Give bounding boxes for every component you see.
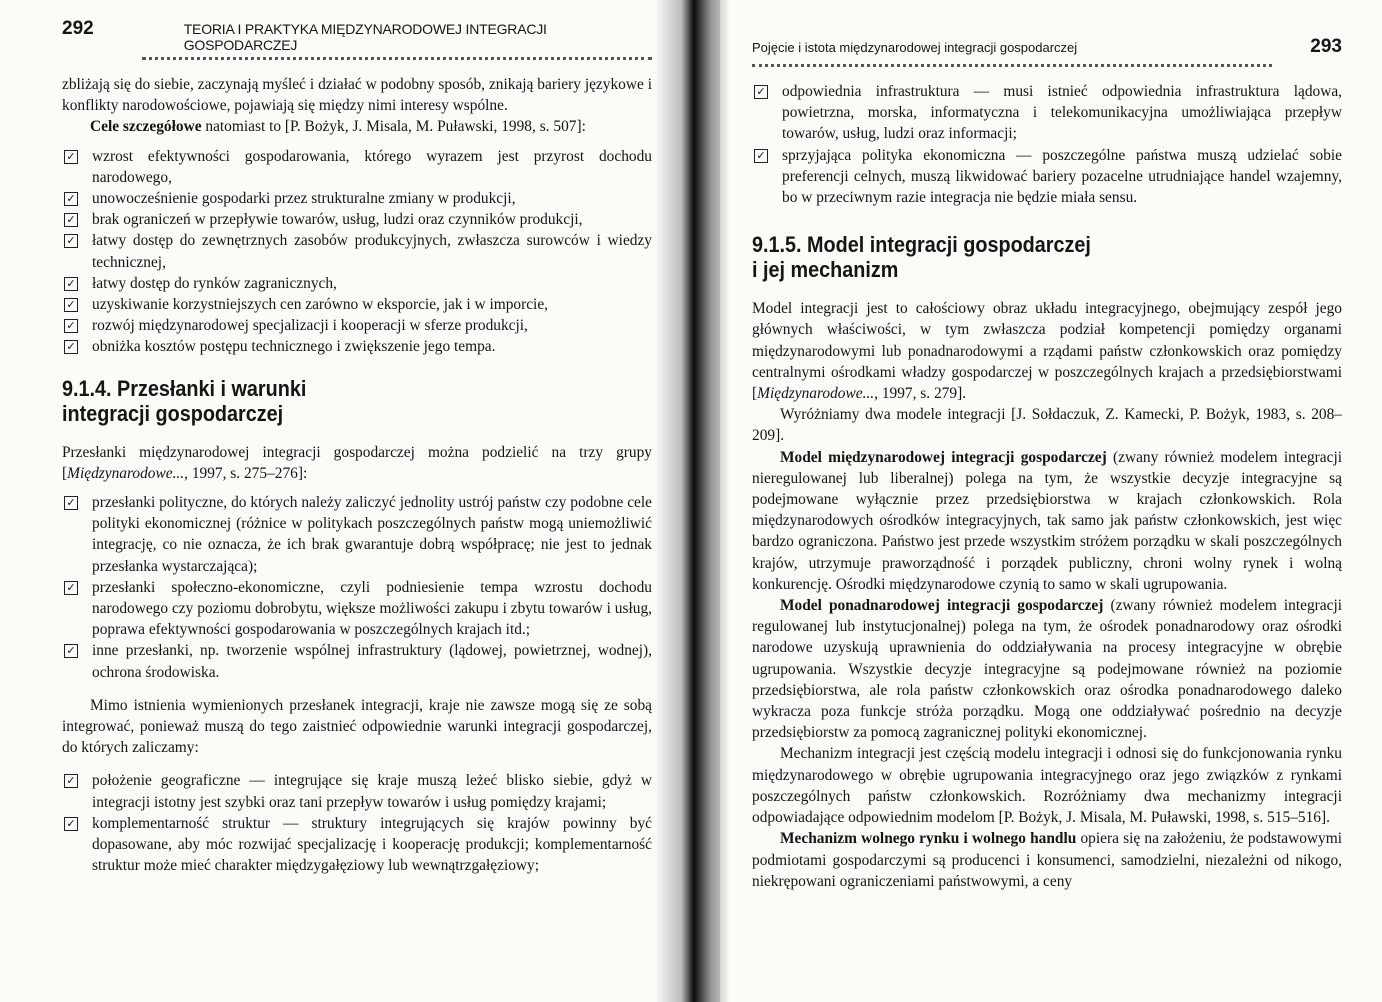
checkbox-icon: ✓ [64, 213, 78, 227]
list-item [62, 315, 652, 336]
paragraph: Mimo istnienia wymienionych przesłanek integracji, kraje nie zawsze mogą się ze sobą integrować, ponieważ muszą do tego zaistnieć odpowiednie warunki integracji gospodarczej, do których zaliczamy: [62, 696, 652, 757]
checkbox-icon: ✓ [754, 85, 768, 99]
list-item-text: przesłanki społeczno-ekonomiczne, czyli podniesienie tempa wzrostu dochodu narodowego czy poziomu dobrobytu, większe możliwości zakupu i zbytu towarów i usług, poprawa efektywności gospodarowania w poszczególnych krajach itd.; [92, 578, 652, 639]
checkbox-icon: ✓ [64, 644, 78, 658]
list-item-text: unowocześnienie gospodarki przez strukturalne zmiany w produkcji, [92, 190, 516, 208]
running-header [752, 36, 1342, 58]
paragraph [752, 595, 1342, 743]
list-item-text: łatwy dostęp do zewnętrznych zasobów produkcyjnych, zwłaszcza surowców i wiedzy technicznej, [92, 232, 652, 271]
list-item-text: rozwój międzynarodowej specjalizacji i kooperacji w sferze produkcji, [92, 317, 528, 335]
left-page [0, 0, 690, 1002]
paragraph [62, 116, 652, 137]
paragraph [752, 447, 1342, 595]
list-item [62, 492, 652, 577]
list-item-text: uzyskiwanie korzystniejszych cen zarówno w eksporcie, jak i w imporcie, [92, 296, 549, 314]
conditions-list [62, 770, 652, 876]
bold-term: Mechanizm wolnego rynku i wolnego handlu [780, 830, 1077, 848]
paragraph-text: Przesłanki międzynarodowej integracji gospodarczej można podzielić na trzy grupy [ [62, 443, 652, 482]
checkbox-icon: ✓ [754, 149, 768, 163]
section-title-line: i jej mechanizm [752, 257, 899, 283]
list-item [752, 145, 1342, 209]
section-title-line: Przesłanki i warunki [117, 375, 307, 401]
list-item [62, 813, 652, 877]
list-item [62, 577, 652, 641]
checkbox-icon: ✓ [64, 277, 78, 291]
bold-term: Model międzynarodowej integracji gospodarczej [780, 448, 1107, 466]
header-title: TEORIA I PRAKTYKA MIĘDZYNARODOWEJ INTEGRACJI GOSPODARCZEJ [183, 21, 547, 53]
checkbox-icon: ✓ [64, 340, 78, 354]
paragraph-text: Model integracji jest to całościowy obraz układu integracyjnego, obejmujący zespół jego głównych właściwości, w tym zwłaszcza podział kompetencji pomiędzy organami międzynarodowymi lub ponadnarodowymi a rządami państw członkowskich oraz pomiędzy centralnymi ośrodkami władzy gospodarczej w poszczególnych krajach a przedsiębiorstwami [ [752, 300, 1342, 403]
list-item [62, 273, 652, 294]
checkbox-icon: ✓ [64, 496, 78, 510]
premises-list [62, 492, 652, 683]
list-item [62, 209, 652, 230]
section-number: 9.1.5. [752, 232, 802, 258]
list-item-text: inne przesłanki, np. tworzenie wspólnej infrastruktury (lądowej, powietrznej, wodnej), ochrona środowiska. [92, 642, 652, 681]
list-item-text: odpowiednia infrastruktura — musi istnieć odpowiednia infrastruktura lądowa, powietrzna, morska, informatyczna i telekomunikacyjna umożliwiająca przepływ towarów, usług, ludzi oraz informacji; [782, 83, 1342, 143]
checkbox-icon: ✓ [64, 581, 78, 595]
paragraph-text: , 1997, s. 279]. [874, 385, 967, 403]
list-item-text: komplementarność struktur — struktury integrujących się krajów powinny być dopasowane, aby móc rozwijać specjalizację i kooperację produkcji; komplementarność struktur może mieć charakter międzygałęziowy lub wewnątrzgałęziowy; [92, 814, 652, 875]
list-item [62, 294, 652, 315]
paragraph-text: (zwany również modelem integracji regulowanej lub instytucjonalnej) polega na tym, że ośrodek ponadnarodowy oraz ośrodki narodowe uzyskują uprawnienia do oddziaływania na procesy integracyjne w obrębie ugrupowania. Wszystkie decyzje integracyjne są podejmowane również na poziomie przedsiębiorstwa, ale rola państw członkowskich oraz ośrodka ponadnarodowego daleko wykracza poza funkcje stróża porządku. Mogą one oddziaływać pośrednio na decyzje przedsiębiorstw za pomocą zagranicznej polityki ekonomicznej. [752, 597, 1342, 742]
list-item-text: brak ograniczeń w przepływie towarów, usług, ludzi oraz czynników produkcji, [92, 211, 583, 229]
list-item [752, 81, 1342, 145]
paragraph-text: (zwany również modelem integracji nieregulowanej lub liberalnej) polega na tym, że wszystkie decyzje integracyjne są podejmowane wyłącznie przez przedsiębiorstwa w krajach członkowskich. Rola międzynarodowych ośrodków integracyjnych, tak samo jak państw członkowskich, jest więc bardzo ograniczona. Państwo jest przede wszystkim stróżem porządku w skali poszczególnych krajów, utrzymuje praworządność i porządek publiczny, chroni wolny rynek i wolną konkurencję. Ośrodki międzynarodowe czynią to samo w skali ugrupowania. [752, 448, 1342, 593]
section-heading [752, 232, 1283, 282]
right-page [720, 0, 1382, 1002]
list-item [62, 188, 652, 209]
list-item-text: przesłanki polityczne, do których należy zaliczyć jednolity ustrój państw czy podobne cele polityki ekonomicznej (różnice w politykach poszczególnych państw mogą uniemożliwić integrację, co nie oznacza, że ich brak gwarantuje dobrą współpracę; nie jest to jednak przesłanka wystarczająca); [92, 494, 652, 575]
paragraph [62, 442, 652, 484]
header-title: Pojęcie i istota międzynarodowej integracji gospodarczej [752, 40, 1078, 55]
running-header [62, 18, 652, 53]
section-number: 9.1.4. [62, 375, 112, 401]
section-title-line: Model integracji gospodarczej [807, 232, 1091, 258]
list-item [62, 336, 652, 357]
bold-term: Model ponadnarodowej integracji gospodarczej [780, 597, 1104, 615]
conditions-list-continued [752, 81, 1342, 208]
list-item [62, 640, 652, 682]
checkbox-icon: ✓ [64, 234, 78, 248]
section-heading [62, 376, 593, 426]
list-item-text: wzrost efektywności gospodarowania, którego wyrazem jest przyrost dochodu narodowego, [92, 147, 652, 186]
paragraph [752, 298, 1342, 404]
book-gutter [655, 0, 730, 1002]
list-item-text: obniżka kosztów postępu technicznego i zwiększenie jego tempa. [92, 338, 496, 356]
list-item-text: położenie geograficzne — integrujące się kraje muszą leżeć blisko siebie, gdyż w integracji istotny jest szybki oraz tani przepływ towarów i usług pomiędzy krajami; [92, 772, 652, 811]
paragraph-text: , 1997, s. 275–276]: [184, 464, 308, 482]
list-item [62, 146, 652, 188]
paragraph-text: opiera się na założeniu, że podstawowymi podmiotami gospodarczymi są producenci i konsumenci, samodzielni, niezależni od nikogo, niekrępowani ograniczeniami państwowymi, a ceny [752, 830, 1342, 890]
citation-title: Międzynarodowe... [67, 464, 185, 482]
checkbox-icon: ✓ [64, 319, 78, 333]
list-item-text: sprzyjająca polityka ekonomiczna — poszczególne państwa muszą udzielać sobie preferencji celnych, muszą likwidować bariery pozacelne utrudniające handel wzajemny, bo w przeciwnym razie integracja nie będzie miała sensu. [782, 146, 1342, 207]
paragraph: zbliżają się do siebie, zaczynają myśleć i działać w podobny sposób, znikają bariery językowe i konflikty narodowościowe, pojawiają się między nimi interesy wspólne. [62, 76, 652, 115]
paragraph: Mechanizm integracji jest częścią modelu integracji i odnosi się do funkcjonowania rynku międzynarodowego w obrębie ugrupowania integracyjnego oraz jego związków z rynkami poszczególnych państw członkowskich. Rozróżniamy dwa mechanizmy integracji odpowiadające odpowiednim modelom [P. Bożyk, J. Misala, M. Puławski, 1998, s. 515–516]. [752, 745, 1342, 827]
goals-list [62, 146, 652, 358]
paragraph-text: natomiast to [P. Bożyk, J. Misala, M. Puławski, 1998, s. 507]: [201, 118, 586, 136]
list-item-text: łatwy dostęp do rynków zagranicznych, [92, 274, 337, 292]
checkbox-icon: ✓ [64, 774, 78, 788]
list-item [62, 770, 652, 812]
paragraph: Wyróżniamy dwa modele integracji [J. Sołdaczuk, Z. Kamecki, P. Bożyk, 1983, s. 208–209]. [752, 406, 1342, 445]
header-rule [142, 57, 652, 60]
section-title-line: integracji gospodarczej [62, 400, 284, 426]
checkbox-icon: ✓ [64, 150, 78, 164]
page-number: 293 [1310, 36, 1342, 57]
list-item [62, 230, 652, 272]
citation-title: Międzynarodowe... [757, 385, 875, 403]
bold-term: Cele szczegółowe [90, 118, 202, 136]
header-rule [752, 64, 1272, 67]
page-number: 292 [62, 18, 94, 39]
checkbox-icon: ✓ [64, 192, 78, 206]
paragraph [752, 828, 1342, 892]
checkbox-icon: ✓ [64, 298, 78, 312]
checkbox-icon: ✓ [64, 817, 78, 831]
